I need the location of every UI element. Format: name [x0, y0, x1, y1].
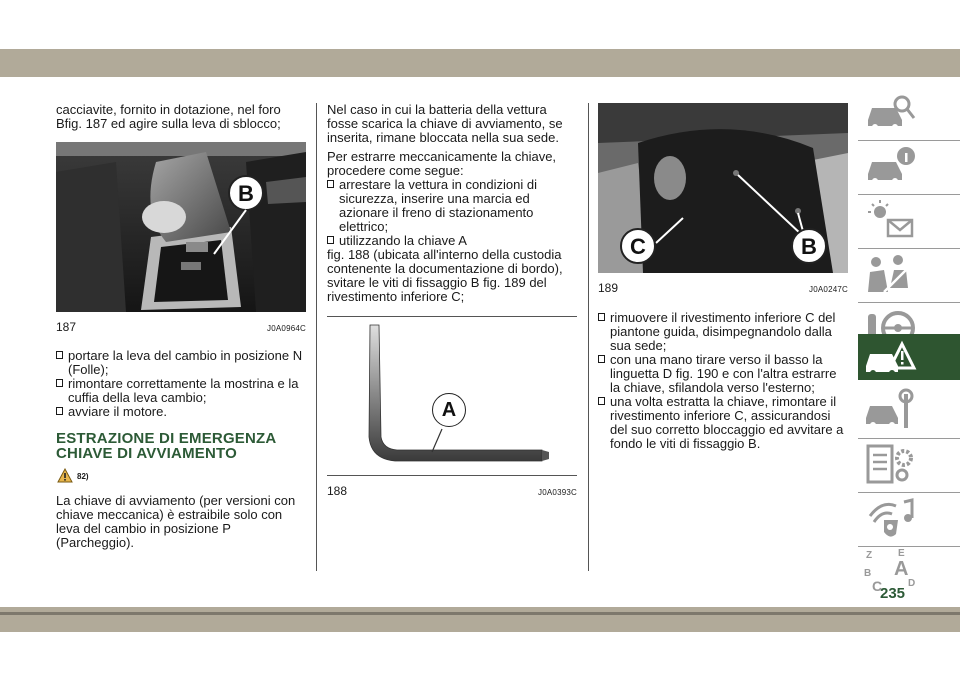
list-item-text: con una mano tirare verso il basso la linguetta D fig. 190 e con l'altra estrarre la chiave, sfilandola verso l'esterno;	[610, 352, 837, 395]
footer-line	[0, 612, 960, 615]
paragraph: Per estrarre meccanicamente la chiave, procedere come segue:	[327, 149, 557, 178]
callout-c: C	[620, 228, 656, 264]
tab-separator	[858, 140, 960, 141]
tab-separator	[858, 546, 960, 547]
page-number: 235	[880, 585, 906, 602]
figure-code: J0A0393C	[538, 488, 577, 497]
paragraph: Nel caso in cui la batteria della vettura fosse scarica la chiave di avviamento, se inserita, rimane bloccata nella sua sede.	[327, 102, 563, 145]
callout-line	[56, 142, 306, 312]
tab-separator	[858, 248, 960, 249]
safety-people-icon	[862, 252, 918, 296]
car-info-icon	[862, 144, 918, 188]
checkbox-bullet-icon	[56, 351, 63, 359]
column-divider	[316, 103, 317, 571]
figure-188-caption	[327, 484, 577, 498]
key-illustration	[327, 317, 577, 475]
column-divider	[588, 103, 589, 571]
list-item-text: rimontare correttamente la mostrina e la cuffia della leva cambio;	[68, 376, 299, 405]
list-item-text: utilizzando la chiave A	[339, 233, 467, 248]
chapter-tab-knowing-car[interactable]	[858, 88, 960, 136]
car-search-icon	[862, 90, 918, 134]
tab-separator	[858, 492, 960, 493]
checkbox-bullet-icon	[327, 180, 334, 188]
list-item-text: una volta estratta la chiave, rimontare il rivestimento inferiore C, assicurandosi del suo corretto bloccaggio ed avvitare a fondo le viti di fissaggio B.	[610, 394, 844, 451]
bullet-list	[598, 311, 848, 451]
heading-line-1: ESTRAZIONE DI EMERGENZA	[56, 430, 277, 447]
chapter-tab-safety[interactable]	[858, 250, 960, 298]
list-item	[598, 353, 848, 395]
checkbox-bullet-icon	[56, 407, 63, 415]
callout-a: A	[432, 393, 466, 427]
list-item	[56, 349, 306, 377]
chapter-tab-maintenance[interactable]	[858, 386, 960, 434]
index-letter: E	[898, 548, 905, 559]
chapter-tab-technical-data[interactable]	[858, 440, 960, 488]
callout-b: B	[228, 175, 264, 211]
multimedia-icon	[862, 496, 918, 540]
column-3	[598, 103, 848, 451]
figure-code: J0A0964C	[267, 324, 306, 333]
figure-189-caption	[598, 281, 848, 295]
list-item-text: portare la leva del cambio in posizione N (Folle);	[68, 348, 303, 377]
index-letter: D	[908, 578, 916, 589]
figure-code: J0A0247C	[809, 285, 848, 294]
warning-lights-icon	[862, 198, 918, 242]
figure-187-caption	[56, 320, 306, 334]
callout-b: B	[791, 228, 827, 264]
warning-row	[56, 468, 306, 486]
header-bar	[0, 49, 960, 77]
checkbox-bullet-icon	[598, 397, 605, 405]
warning-triangle-icon	[57, 468, 73, 483]
list-item	[56, 377, 306, 405]
figure-number: 188	[327, 484, 348, 498]
figure-number: 189	[598, 281, 619, 295]
list-item	[327, 234, 577, 248]
checkbox-bullet-icon	[56, 379, 63, 387]
figure-number: 187	[56, 320, 77, 334]
list-item-text: avviare il motore.	[68, 404, 167, 419]
checkbox-bullet-icon	[327, 236, 334, 244]
section-heading	[56, 431, 306, 461]
chapter-tab-warning-lights[interactable]	[858, 196, 960, 244]
tab-separator	[858, 438, 960, 439]
column-2	[327, 103, 577, 498]
car-emergency-icon	[862, 336, 918, 380]
list-item	[327, 178, 577, 234]
chapter-tab-dashboard[interactable]	[858, 142, 960, 190]
checkbox-bullet-icon	[598, 313, 605, 321]
technical-data-icon	[862, 442, 918, 486]
intro-text: cacciavite, fornito in dotazione, nel foro Bfig. 187 ed agire sulla leva di sblocco;	[56, 102, 281, 131]
footer-band	[0, 607, 960, 632]
list-item	[598, 395, 848, 451]
list-item-text: rimuovere il rivestimento inferiore C del piantone guida, disimpegnandolo dalla sua sede;	[610, 310, 836, 353]
list-item-text: arrestare la vettura in condizioni di sicurezza, inserire una marcia ed azionare il freno di stazionamento elettrico;	[339, 177, 537, 234]
header-band	[0, 0, 960, 77]
figure-189	[598, 103, 848, 273]
paragraph: La chiave di avviamento (per versioni con chiave meccanica) è estraibile solo con leva del cambio in posizione P (Parcheggio).	[56, 493, 296, 550]
list-item	[56, 405, 306, 419]
tab-separator	[858, 194, 960, 195]
checkbox-bullet-icon	[598, 355, 605, 363]
car-maintenance-icon	[862, 388, 918, 432]
chapter-tab-emergency[interactable]	[858, 334, 960, 380]
index-letter: Z	[866, 550, 873, 561]
figure-187	[56, 142, 306, 312]
chapter-tab-multimedia[interactable]	[858, 494, 960, 542]
column-1	[56, 103, 306, 550]
bullet-list	[56, 349, 306, 419]
warning-reference: 82)	[77, 472, 89, 481]
tab-separator	[858, 302, 960, 303]
chapter-tab-index[interactable]	[858, 548, 960, 596]
paragraph: fig. 188 (ubicata all'interno della custodia contenente la documentazione di bordo), svitare le viti di fissaggio B fig. 189 del rivestimento inferiore C;	[327, 247, 563, 304]
figure-188	[327, 316, 577, 498]
index-letter: A	[894, 558, 909, 580]
index-letter: B	[864, 568, 872, 579]
list-item	[598, 311, 848, 353]
heading-line-2: CHIAVE DI AVVIAMENTO	[56, 445, 237, 462]
index-letter: C	[872, 578, 883, 594]
